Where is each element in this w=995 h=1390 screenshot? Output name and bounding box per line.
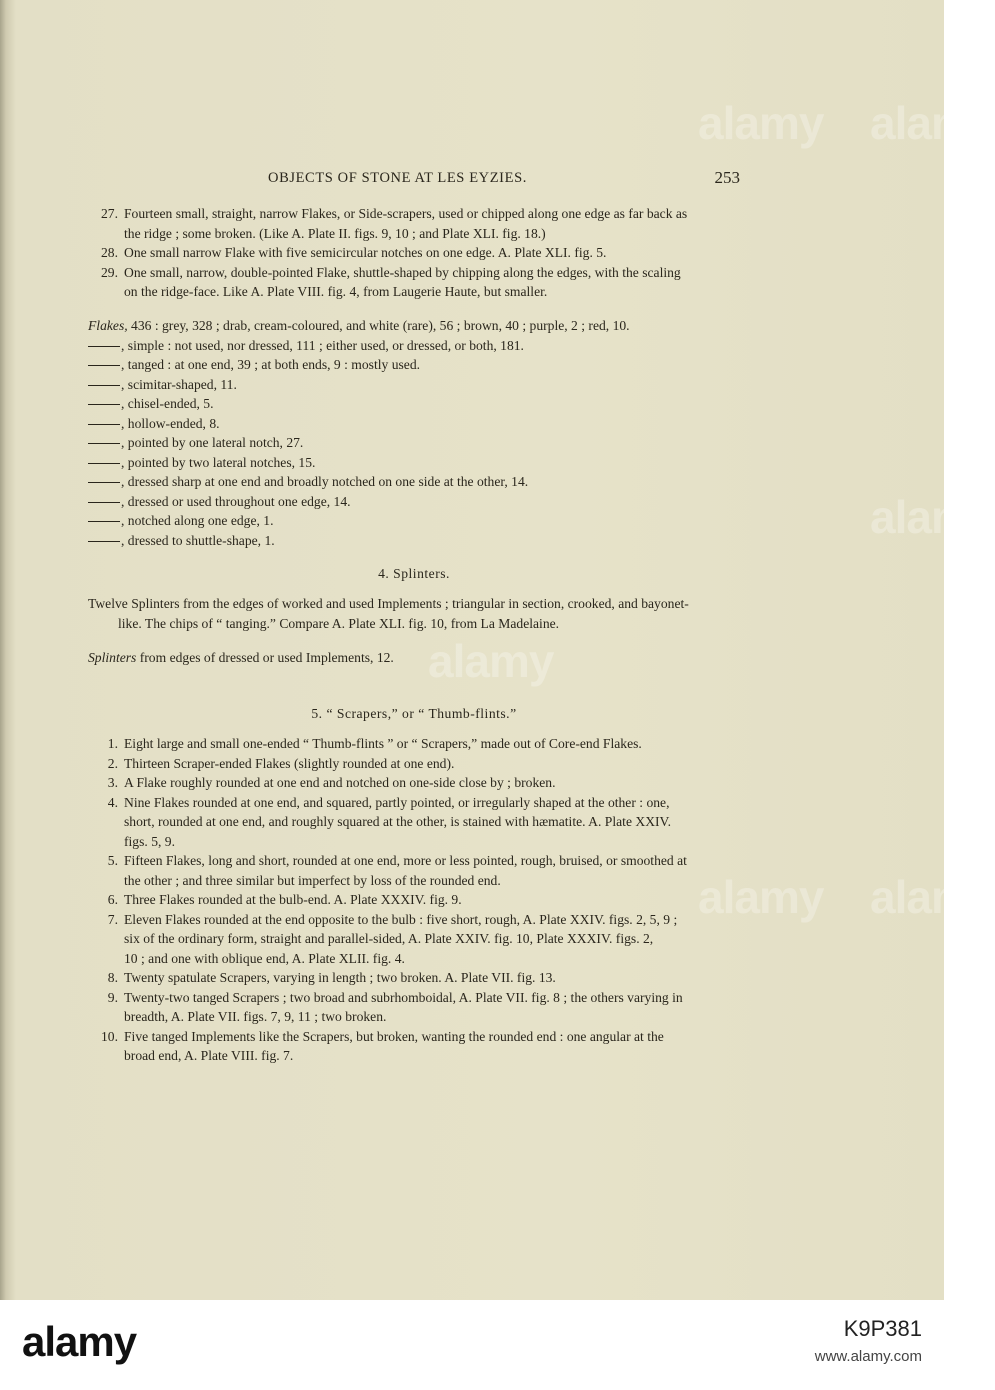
ditto-dash (88, 443, 120, 444)
item-text (124, 910, 740, 969)
item-number: 4. (107, 794, 118, 810)
ditto-dash (88, 404, 120, 405)
numbered-item (88, 204, 740, 243)
running-title: OBJECTS OF STONE AT LES EYZIES. (268, 170, 527, 186)
scraper-item (88, 1027, 740, 1066)
flakes-line (88, 492, 740, 512)
flakes-line-text: , dressed or used throughout one edge, 14. (121, 493, 351, 509)
scraper-item (88, 890, 740, 910)
numbered-item (88, 243, 740, 263)
flakes-line (88, 472, 740, 492)
scrapers-list (88, 734, 740, 1066)
watermark: alamy (870, 871, 995, 923)
flakes-line-text: , notched along one edge, 1. (121, 513, 274, 528)
splinters-summary-text: from edges of dressed or used Implements, 12. (136, 650, 394, 665)
flakes-line (88, 355, 740, 375)
numbered-items (88, 204, 740, 302)
item-text (124, 793, 740, 852)
footer-bar (0, 1300, 944, 1390)
watermark: alamy (698, 97, 824, 149)
flakes-line-text: , simple : not used, nor dressed, 111 ; either used, or dressed, or both, 181. (121, 337, 524, 353)
item-line: figs. 5, 9. (124, 833, 175, 849)
scraper-item (88, 773, 740, 793)
flakes-first-line: 436 : grey, 328 ; drab, cream-coloured, and white (rare), 56 ; brown, 40 ; purple, 2 ; red, 10. (127, 318, 630, 333)
item-text (124, 204, 740, 243)
ditto-dash (88, 502, 120, 503)
splinters-paragraph (88, 594, 740, 633)
numbered-item (88, 263, 740, 302)
item-number: 3. (107, 775, 118, 790)
item-line: Eight large and small one-ended “ Thumb-flints ” or “ Scrapers,” made out of Core-end Flakes. (124, 736, 642, 751)
ditto-dash (88, 424, 120, 425)
item-text (124, 263, 740, 302)
item-text (124, 1027, 740, 1066)
item-number: 10. (101, 1028, 118, 1044)
page-number: 253 (714, 168, 740, 187)
flakes-line-text: , pointed by two lateral notches, 15. (121, 454, 316, 470)
item-line: One small, narrow, double-pointed Flake, shuttle-shaped by chipping along the edges, with the scaling (124, 264, 681, 280)
ditto-dash (88, 385, 120, 386)
flakes-line (88, 433, 740, 453)
ditto-dash (88, 541, 120, 542)
flakes-line-text: , tanged : at one end, 39 ; at both ends, 9 : mostly used. (121, 357, 421, 372)
item-line: Thirteen Scraper-ended Flakes (slightly rounded at one end). (124, 755, 455, 771)
ditto-dash (88, 463, 120, 464)
item-number: 6. (107, 892, 118, 907)
item-number: 8. (107, 970, 118, 985)
item-line: Eleven Flakes rounded at the end opposite to the bulb : five short, rough, A. Plate XXIV. figs. 2, 5, 9 ; (124, 911, 678, 927)
item-text (124, 890, 740, 910)
item-text (124, 851, 740, 890)
flakes-line-text: , chisel-ended, 5. (121, 396, 214, 411)
flakes-line (88, 394, 740, 414)
item-number: 5. (107, 853, 118, 868)
splinters-line: Twelve Splinters from the edges of worked and used Implements ; triangular in section, crooked, and bayonet- (88, 596, 689, 611)
flakes-line (88, 375, 740, 395)
item-number: 2. (107, 755, 118, 771)
alamy-logo: alamy (22, 1318, 137, 1365)
item-text (124, 754, 740, 774)
watermark: alamy (870, 97, 995, 149)
flakes-line (88, 453, 740, 473)
splinters-heading: 4. Splinters. (378, 566, 450, 581)
item-number: 29. (101, 264, 118, 280)
ditto-dash (88, 521, 120, 522)
flakes-line (88, 531, 740, 551)
scraper-item (88, 910, 740, 969)
item-number: 7. (107, 911, 118, 927)
ditto-dash (88, 482, 120, 483)
flakes-line-text: , scimitar-shaped, 11. (121, 376, 237, 392)
splinters-line: like. The chips of “ tanging.” Compare A. Plate XLI. fig. 10, from La Madelaine. (118, 615, 560, 631)
flakes-line (88, 414, 740, 434)
watermark: alamy (428, 635, 554, 687)
item-text (124, 988, 740, 1027)
splinters-label: Splinters (88, 650, 137, 665)
scraper-item (88, 754, 740, 774)
ditto-dash (88, 365, 120, 366)
scraper-item (88, 734, 740, 754)
item-line: 10 ; and one with oblique end, A. Plate XLII. fig. 4. (124, 950, 405, 966)
scraper-item (88, 988, 740, 1027)
flakes-line (88, 336, 740, 356)
scrapers-heading: 5. “ Scrapers,” or “ Thumb-flints.” (311, 706, 517, 721)
item-text (124, 243, 740, 263)
item-number: 28. (101, 245, 118, 260)
flakes-line-text: , dressed sharp at one end and broadly notched on one side at the other, 14. (121, 474, 529, 489)
item-line: the ridge ; some broken. (Like A. Plate II. figs. 9, 10 ; and Plate XLI. fig. 18.) (124, 225, 546, 241)
item-line: Five tanged Implements like the Scrapers, but broken, wanting the rounded end : one angular at the (124, 1028, 664, 1044)
item-line: on the ridge-face. Like A. Plate VIII. fig. 4, from Laugerie Haute, but smaller. (124, 284, 548, 299)
item-line: short, rounded at one end, and roughly squared at the other, is stained with hæmatite. A. Plate XXIV. (124, 814, 672, 829)
item-text (124, 773, 740, 793)
item-line: One small narrow Flake with five semicircular notches on one edge. A. Plate XLI. fig. 5. (124, 245, 607, 260)
item-number: 27. (101, 206, 118, 221)
item-number: 9. (107, 989, 118, 1005)
flakes-line-text: , hollow-ended, 8. (121, 415, 220, 431)
ditto-dash (88, 346, 120, 347)
item-line: the other ; and three similar but imperfect by loss of the rounded end. (124, 872, 501, 888)
scraper-item (88, 793, 740, 852)
item-text (124, 968, 740, 988)
image-id: K9P381 (843, 1316, 922, 1341)
flakes-line-text: , dressed to shuttle-shape, 1. (121, 532, 275, 548)
item-text (124, 734, 740, 754)
flakes-line-text: , pointed by one lateral notch, 27. (121, 435, 304, 450)
item-line: Fifteen Flakes, long and short, rounded at one end, more or less pointed, rough, bruised, or smoothed at (124, 853, 687, 868)
item-line: Nine Flakes rounded at one end, and squared, partly pointed, or irregularly shaped at the other : one, (124, 794, 670, 810)
site-url: www.alamy.com (814, 1348, 922, 1365)
item-line: breadth, A. Plate VII. figs. 7, 9, 11 ; two broken. (124, 1009, 387, 1024)
splinters-summary (88, 648, 740, 668)
scraper-item (88, 851, 740, 890)
item-line: A Flake roughly rounded at one end and notched on one-side close by ; broken. (124, 775, 556, 790)
item-line: broad end, A. Plate VIII. fig. 7. (124, 1048, 294, 1063)
flakes-label: Flakes, (88, 318, 128, 333)
scraper-item (88, 968, 740, 988)
flakes-list (88, 316, 740, 550)
watermark: alamy (870, 491, 995, 543)
item-line: Twenty-two tanged Scrapers ; two broad and subrhomboidal, A. Plate VII. fig. 8 ; the others varying in (124, 989, 683, 1005)
flakes-line (88, 511, 740, 531)
flakes-summary (88, 316, 740, 336)
item-line: Fourteen small, straight, narrow Flakes, or Side-scrapers, used or chipped along one edge as far back as (124, 206, 688, 221)
watermark: alamy (698, 871, 824, 923)
item-line: six of the ordinary form, straight and parallel-sided, A. Plate XXIV. fig. 10, Plate XXXIV. figs. 2, (124, 931, 654, 946)
item-line: Three Flakes rounded at the bulb-end. A. Plate XXXIV. fig. 9. (124, 892, 462, 907)
item-number: 1. (107, 736, 118, 751)
item-line: Twenty spatulate Scrapers, varying in length ; two broken. A. Plate VII. fig. 13. (124, 970, 556, 985)
